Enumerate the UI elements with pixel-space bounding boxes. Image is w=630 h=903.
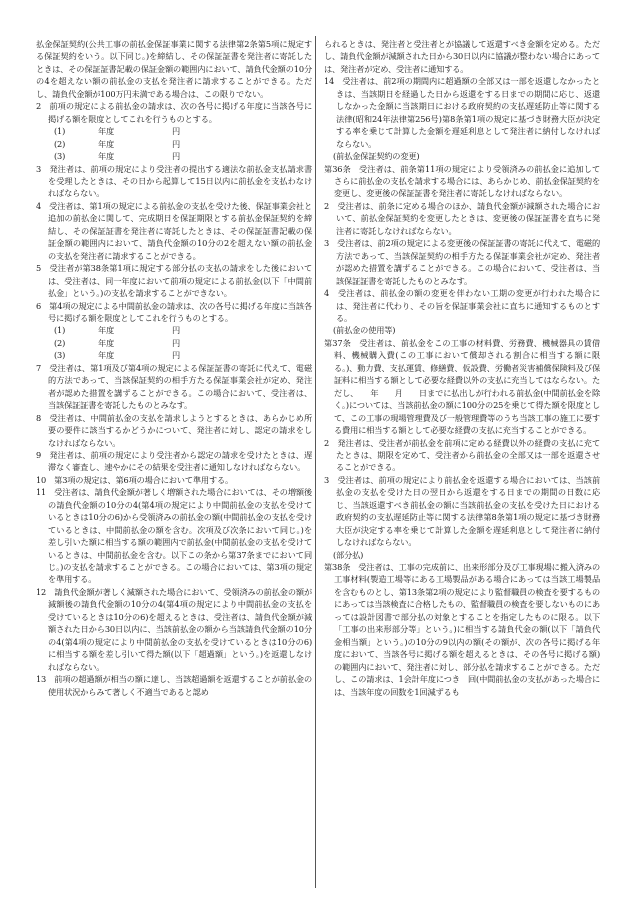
article-paragraph: 第36条 受注者は、前条第11項の規定により受領済みの前払金に追加してさらに前払金の支払を請求する場合には、あらかじめ、前払金保証契約を変更し、変更後の保証証書を発注者に寄託しなければならない。 <box>324 163 600 199</box>
table-cell-year: 年度 <box>98 126 115 137</box>
table-cell-no: (2) <box>54 138 66 149</box>
clause-paragraph: 4 受注者は、第1項の規定による前払金の支払を受けた後、保証事業会社と追加の前払金に関して、完成期日を保証期限とする前払金保証契約を締結し、その保証証書を発注者に寄託したときは、その保証証書記載の保証金額の範囲内において、請負代金額の10分の2を超えない額の前払金の支払を発注者に請求することができる。 <box>36 200 312 261</box>
clause-paragraph: 2 受注者は、前条に定める場合のほか、請負代金額が減額された場合において、前払金保証契約を変更したときは、変更後の保証証書を直ちに発注者に寄託しなければならない。 <box>324 200 600 236</box>
table-cell-year: 年度 <box>98 325 115 336</box>
table-cell-no: (3) <box>54 350 66 361</box>
column-divider <box>315 36 316 888</box>
clause-paragraph: 7 受注者は、第1項及び第4項の規定による保証証書の寄託に代えて、電磁的方法であって、当該保証契約の相手方たる保証事業会社が定め、発注者が認めた措置を講ずることができる。この場合において、受注者は、当該保証証書を寄託したものとみなす。 <box>36 362 312 411</box>
clause-paragraph: 2 発注者は、受注者が前払金を前項に定める経費以外の経費の支払に充てたときは、期限を定めて、受注者から前払金の全部又は一部を返還させることができる。 <box>324 437 600 473</box>
clause-paragraph: 3 受注者は、前項の規定により前払金を返還する場合においては、当該前払金の支払を受けた日の翌日から返還をする日までの期間の日数に応じ、当該返還すべき前払金の額に当該前払金の支払を受けた日における政府契約の支払遅延防止等に関する法律第8条第1項の規定に基づき財務大臣が決定する率を乗じて計算した金額を遅延利息として発注者に納付しなければならない。 <box>324 474 600 548</box>
table-cell-yen: 円 <box>172 151 181 162</box>
table-cell-no: (1) <box>54 126 66 137</box>
table-cell-no: (3) <box>54 151 66 162</box>
table-cell-yen: 円 <box>172 126 181 137</box>
left-column <box>36 38 312 698</box>
clause-paragraph: 11 受注者は、請負代金額が著しく増額された場合においては、その増額後の請負代金額の10分の4(第4項の規定により中間前払金の支払を受けているときは10分の6)から受領済みの前払金の額(中間前払金の支払を受けているときは、中間前払金の額を含む。次項及び次条において同じ。)を差し引いた額に相当する額の範囲内で前払金(中間前払金の支払を受けているときは、中間前払金を含む。以下この条から第37条までにおいて同じ。)の支払を請求することができる。この場合においては、第3項の規定を準用する。 <box>36 487 312 585</box>
table-cell-year: 年度 <box>98 138 115 149</box>
clause-paragraph: 3 受注者は、前2項の規定による変更後の保証証書の寄託に代えて、電磁的方法であって、当該保証契約の相手方たる保証事業会社が定め、発注者が認めた措置を講ずることができる。この場合において、受注者は、当該保証証書を寄託したものとみなす。 <box>324 238 600 286</box>
table-cell-yen: 円 <box>172 337 181 348</box>
continued-paragraph: 払金保証契約(公共工事の前払金保証事業に関する法律第2条第5項に規定する保証契約をいう。以下同じ。)を締結し、その保証証書を発注者に寄託したときは、その保証証書記載の保証金額の範囲内において、請負代金額の10分の4を超えない額の前払金の支払を発注者に請求することができる。ただし、請負代金額が100万円未満である場合は、この限りでない。 <box>36 39 312 99</box>
clause-paragraph: 13 前項の超過額が相当の額に達し、当該超過額を返還することが前払金の使用状況からみて著しく不適当であると認め <box>36 674 312 697</box>
table-cell-year: 年度 <box>98 350 115 361</box>
clause-paragraph: 4 受注者は、前払金の額の変更を伴わない工期の変更が行われた場合には、発注者に代わり、その旨を保証事業会社に直ちに通知するものとする。 <box>324 288 600 323</box>
continued-paragraph: られるときは、発注者と受注者とが協議して返還すべき金額を定める。ただし、請負代金額が減額された日から30日以内に協議が整わない場合にあっては、発注者が定め、受注者に通知する。 <box>324 39 600 74</box>
clause-paragraph: 10 第3項の規定は、第6項の場合において準用する。 <box>36 474 234 485</box>
table-cell-no: (1) <box>54 325 66 336</box>
table-cell-yen: 円 <box>172 138 181 149</box>
table-cell-year: 年度 <box>98 337 115 348</box>
clause-paragraph: 12 請負代金額が著しく減額された場合において、受領済みの前払金の額が減額後の請負代金額の10分の4(第4項の規定により中間前払金の支払を受けているときは10分の6)を超えるときは、受注者は、請負代金額が減額された日から30日以内に、当該前払金の額から当該請負代金額の10分の4(第4項の規定により中間前払金の支払を受けているときは10分の6)に相当する額を差し引いて得た額(以下「超過額」という。)を返還しなければならない。 <box>36 586 312 672</box>
right-column <box>324 38 600 698</box>
table-cell-yen: 円 <box>172 325 181 336</box>
section-heading: (前払金保証契約の変更) <box>333 151 420 162</box>
clause-paragraph: 6 第4項の規定による中間前払金の請求は、次の各号に掲げる年度に当該各号に掲げる額を限度としてこれを行うものとする。 <box>36 300 312 323</box>
article-paragraph: 第37条 受注者は、前払金をこの工事の材料費、労務費、機械器具の賃借料、機械購入費(この工事において償却される割合に相当する額に限る。)、動力費、支払運賃、修繕費、仮設費、労働者災害補償保険料及び保証料に相当する額として必要な経費以外の支払に充当してはならない。ただし、 年 月 日までに払出しが行われる前払金(中間前払金を除く。)については、当該前払金の額に100分の25を乗じて得た額を限度として、この工事の現場管理費及び一般管理費等のうち当該工事の施工に要する費用に相当する額として必要な経費の支払に充当することができる。 <box>324 337 600 436</box>
clause-paragraph: 3 発注者は、前項の規定により受注者の提出する適法な前払金支払請求書を受理したときは、その日から起算して15日以内に前払金を支払わなければならない。 <box>36 163 312 199</box>
clause-paragraph: 9 発注者は、前項の規定により受注者から認定の請求を受けたときは、遅滞なく審査し、速やかにその結果を受注者に通知しなければならない。 <box>36 449 312 473</box>
clause-paragraph: 2 前項の規定による前払金の請求は、次の各号に掲げる年度に当該各号に掲げる額を限度としてこれを行うものとする。 <box>36 101 312 124</box>
clause-paragraph: 5 受注者が第38条第1項に規定する部分払の支払の請求をした後においては、受注者は、同一年度において前項の規定による前払金(以下「中間前払金」という。)の支払を請求することができない。 <box>36 263 312 299</box>
table-cell-no: (2) <box>54 337 66 348</box>
amount-table <box>54 125 312 162</box>
table-cell-yen: 円 <box>172 350 181 361</box>
section-heading: (前払金の使用等) <box>333 325 396 336</box>
clause-paragraph: 8 受注者は、中間前払金の支払を請求しようとするときは、あらかじめ所要の要件に該当するかどうかについて、発注者に対し、認定の請求をしなければならない。 <box>36 412 312 448</box>
clause-paragraph: 14 受注者は、前2項の期間内に超過額の全部又は一部を返還しなかったときは、当該期日を経過した日から返還をする日までの期間に応じ、返還しなかった金額に当該期日における政府契約の支払遅延防止等に関する法律(昭和24年法律第256号)第8条第1項の規定に基づき財務大臣が決定する率を乗じて計算した金額を遅延利息として発注者に納付しなければならない。 <box>324 76 600 149</box>
table-cell-year: 年度 <box>98 151 115 162</box>
amount-table <box>54 324 312 361</box>
article-paragraph: 第38条 受注者は、工事の完成前に、出来形部分及び工事現場に搬入済みの工事材料(製造工場等にある工場製品がある場合にあっては当該工場製品を含むものとし、第13条第2項の規定により監督職員の検査を要するものにあっては当該検査に合格したもの、監督職員の検査を要しないものにあっては設計図書で部分払の対象とすることを指定したものに限る。以下「工事の出来形部分等」という。)に相当する請負代金の額(以下「請負代金相当額」という。)の10分の9以内の額(その額が、次の各号に掲げる年度において、当該各号に掲げる額を超えるときは、その各号に掲げる額)の範囲内において、発注者に対し、部分払を請求することができる。ただし、この請求は、1会計年度につき 回(中間前払金の支払があった場合には、当該年度の回数を1回減ずるも <box>324 562 600 697</box>
section-heading: (部分払) <box>333 549 364 560</box>
